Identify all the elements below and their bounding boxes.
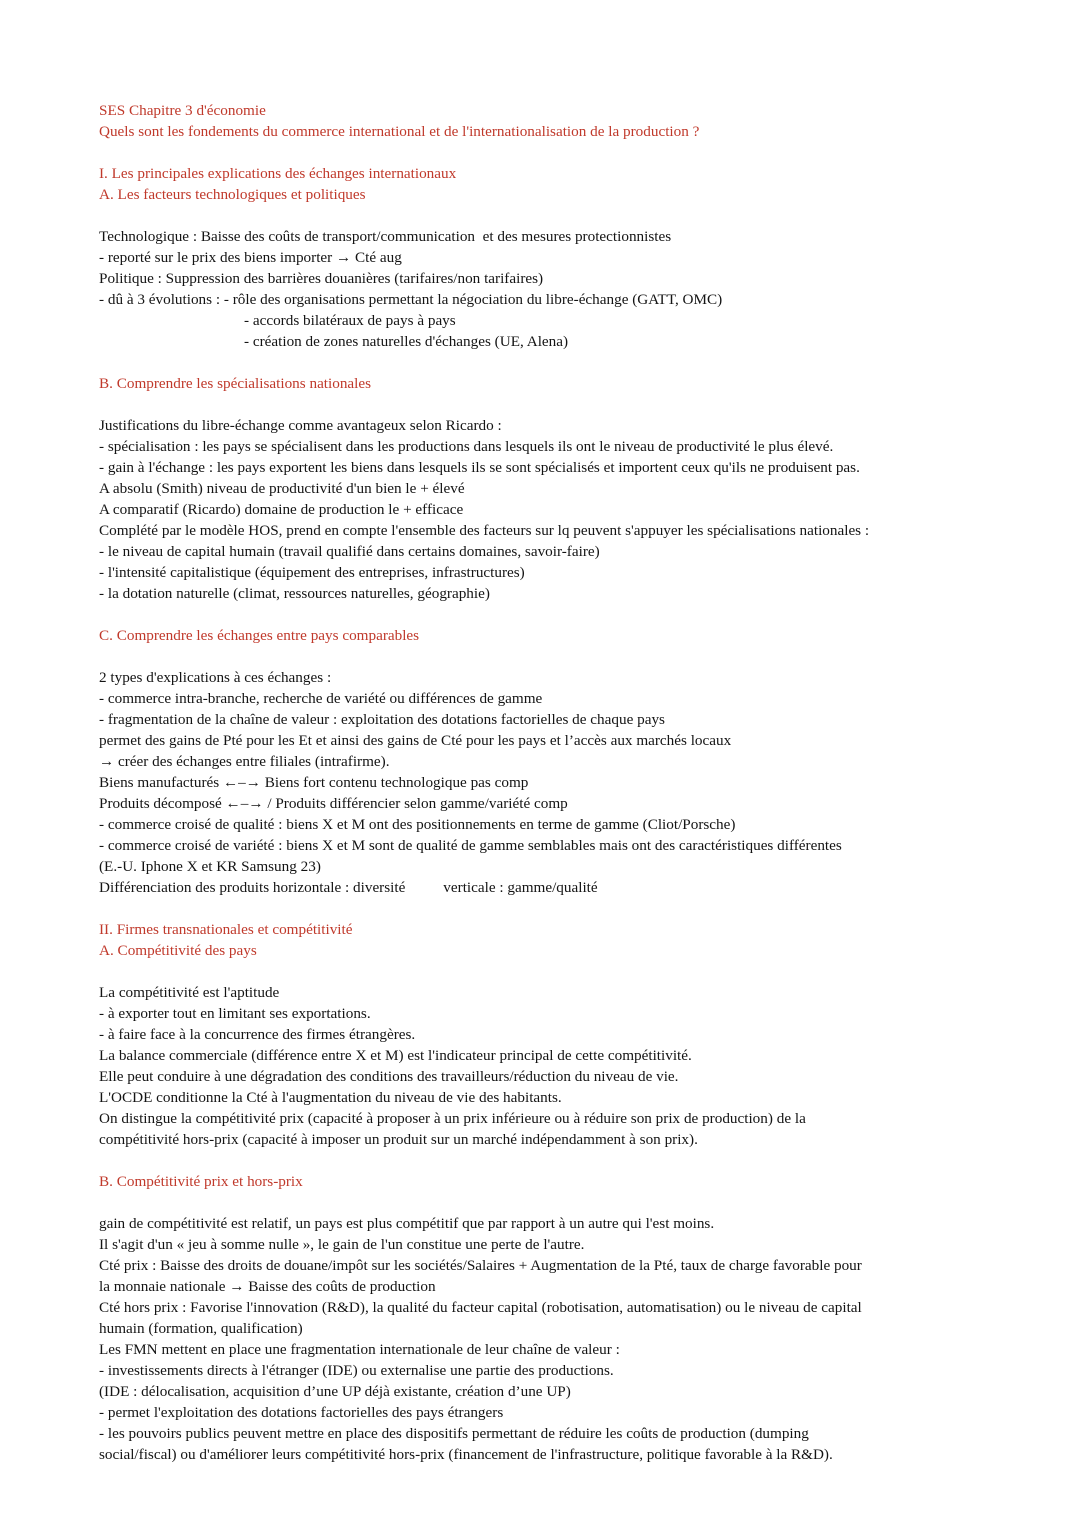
- paragraph-line: Politique : Suppression des barrières douanières (tarifaires/non tarifaires): [99, 270, 544, 287]
- spacer: [99, 142, 984, 163]
- paragraph-line: Produits décomposé ←–→ / Produits différencier selon gamme/variété comp: [99, 795, 568, 812]
- paragraph-line: - gain à l'échange : les pays exportent les biens dans lesquels ils se sont spécialisés et importent ceux qu'ils ne produisent pas.: [99, 459, 860, 476]
- paragraph-line: Il s'agit d'un « jeu à somme nulle », le gain de l'un constitue une perte de l'autre.: [99, 1236, 585, 1253]
- paragraph-line: - dû à 3 évolutions : - rôle des organisations permettant la négociation du libre-échange (GATT, OMC): [99, 291, 723, 308]
- paragraph-line: L'OCDE conditionne la Cté à l'augmentation du niveau de vie des habitants.: [99, 1089, 562, 1106]
- paragraph-line: - à faire face à la concurrence des firmes étrangères.: [99, 1026, 416, 1043]
- section-heading-part-1-b: B. Comprendre les spécialisations nationales: [99, 375, 372, 392]
- paragraph-line: Cté hors prix : Favorise l'innovation (R&D), la qualité du facteur capital (robotisation, automatisation) ou le niveau de capital: [99, 1299, 862, 1316]
- paragraph-line: Biens manufacturés ←–→ Biens fort contenu technologique pas comp: [99, 774, 529, 791]
- spacer: [99, 961, 984, 982]
- paragraph-line: Technologique : Baisse des coûts de transport/communication et des mesures protectionnistes: [99, 228, 672, 245]
- sub-bullet-line: - création de zones naturelles d'échanges (UE, Alena): [244, 333, 569, 350]
- paragraph-line: A absolu (Smith) niveau de productivité d'un bien le + élevé: [99, 480, 465, 497]
- paragraph-line: social/fiscal) ou d'améliorer leurs compétitivité hors-prix (financement de l'infrastructure, politique favorable à la R&D).: [99, 1446, 833, 1463]
- paragraph-line: Les FMN mettent en place une fragmentation internationale de leur chaîne de valeur :: [99, 1341, 620, 1358]
- paragraph-line: La balance commerciale (différence entre X et M) est l'indicateur principal de cette compétitivité.: [99, 1047, 692, 1064]
- paragraph-line: - les pouvoirs publics peuvent mettre en place des dispositifs permettant de réduire les coûts de production (dumping: [99, 1425, 809, 1442]
- paragraph-line: - le niveau de capital humain (travail qualifié dans certains domaines, savoir-faire): [99, 543, 600, 560]
- spacer: [99, 1192, 984, 1213]
- paragraph-line: On distingue la compétitivité prix (capacité à proposer à un prix inférieure ou à réduire son prix de production) de la: [99, 1110, 806, 1127]
- paragraph-line: - la dotation naturelle (climat, ressources naturelles, géographie): [99, 585, 490, 602]
- spacer: [99, 1150, 984, 1171]
- paragraph-line: humain (formation, qualification): [99, 1320, 303, 1337]
- section-heading-part-1: I. Les principales explications des échanges internationaux: [99, 165, 457, 182]
- paragraph-line: - l'intensité capitalistique (équipement des entreprises, infrastructures): [99, 564, 525, 581]
- paragraph-line: permet des gains de Pté pour les Et et ainsi des gains de Cté pour les pays et l’accès aux marchés locaux: [99, 732, 732, 749]
- spacer: [99, 898, 984, 919]
- document-body: [99, 100, 984, 1465]
- paragraph-line: 2 types d'explications à ces échanges :: [99, 669, 332, 686]
- paragraph-line: Complété par le modèle HOS, prend en compte l'ensemble des facteurs sur lq peuvent s'appuyer les spécialisations nationales :: [99, 522, 870, 539]
- section-heading-part-2-b: B. Compétitivité prix et hors-prix: [99, 1173, 303, 1190]
- spacer: [99, 394, 984, 415]
- spacer: [99, 205, 984, 226]
- paragraph-line: - spécialisation : les pays se spécialisent dans les productions dans lesquels ils ont le niveau de productivité le plus élevé.: [99, 438, 834, 455]
- spacer: [99, 604, 984, 625]
- paragraph-line: compétitivité hors-prix (capacité à imposer un produit sur un marché indépendamment à son prix).: [99, 1131, 698, 1148]
- paragraph-line: - commerce intra-branche, recherche de variété ou différences de gamme: [99, 690, 543, 707]
- section-subheading-part-2-a: A. Compétitivité des pays: [99, 942, 257, 959]
- paragraph-line: → créer des échanges entre filiales (intrafirme).: [99, 753, 390, 770]
- paragraph-line: La compétitivité est l'aptitude: [99, 984, 280, 1001]
- paragraph-line: Différenciation des produits horizontale : diversité verticale : gamme/qualité: [99, 879, 598, 896]
- paragraph-line: (E.-U. Iphone X et KR Samsung 23): [99, 858, 321, 875]
- paragraph-line: Elle peut conduire à une dégradation des conditions des travailleurs/réduction du niveau de vie.: [99, 1068, 679, 1085]
- paragraph-line: A comparatif (Ricardo) domaine de production le + efficace: [99, 501, 464, 518]
- document-title: SES Chapitre 3 d'économie: [99, 102, 266, 119]
- paragraph-line: Cté prix : Baisse des droits de douane/impôt sur les sociétés/Salaires + Augmentation de la Pté, taux de charge favorable pour: [99, 1257, 862, 1274]
- sub-bullet-line: - accords bilatéraux de pays à pays: [244, 312, 456, 329]
- paragraph-line: Justifications du libre-échange comme avantageux selon Ricardo :: [99, 417, 502, 434]
- paragraph-line: - à exporter tout en limitant ses exportations.: [99, 1005, 371, 1022]
- spacer: [99, 352, 984, 373]
- section-subheading-part-1-a: A. Les facteurs technologiques et politiques: [99, 186, 366, 203]
- section-heading-part-1-c: C. Comprendre les échanges entre pays comparables: [99, 627, 420, 644]
- paragraph-line: - commerce croisé de variété : biens X et M sont de qualité de gamme semblables mais ont des caractéristiques différentes: [99, 837, 842, 854]
- paragraph-line: la monnaie nationale → Baisse des coûts de production: [99, 1278, 436, 1295]
- paragraph-line: - reporté sur le prix des biens importer → Cté aug: [99, 249, 402, 266]
- paragraph-line: - investissements directs à l'étranger (IDE) ou externalise une partie des productions.: [99, 1362, 614, 1379]
- section-heading-part-2: II. Firmes transnationales et compétitivité: [99, 921, 353, 938]
- paragraph-line: (IDE : délocalisation, acquisition d’une UP déjà existante, création d’une UP): [99, 1383, 571, 1400]
- paragraph-line: - fragmentation de la chaîne de valeur : exploitation des dotations factorielles de chaque pays: [99, 711, 665, 728]
- spacer: [99, 646, 984, 667]
- document-subtitle: Quels sont les fondements du commerce international et de l'internationalisation de la production ?: [99, 123, 700, 140]
- paragraph-line: gain de compétitivité est relatif, un pays est plus compétitif que par rapport à un autre qui l'est moins.: [99, 1215, 715, 1232]
- paragraph-line: - permet l'exploitation des dotations factorielles des pays étrangers: [99, 1404, 504, 1421]
- paragraph-line: - commerce croisé de qualité : biens X et M ont des positionnements en terme de gamme (Cliot/Porsche): [99, 816, 736, 833]
